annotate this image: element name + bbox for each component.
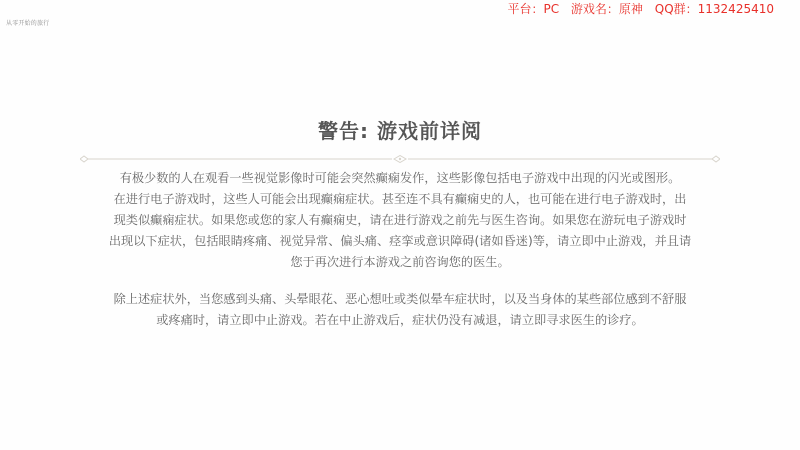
paragraph-line: 在进行电子游戏时，这些人可能会出现癫痫症状。甚至连不具有癫痫史的人，也可能在进行电子游戏时，出: [113, 192, 687, 206]
paragraph-line: 或疼痛时，请立即中止游戏。若在中止游戏后，症状仍没有减退，请立即寻求医生的诊疗。: [156, 313, 644, 327]
paragraph-line: 有极少数的人在观看一些视觉影像时可能会突然癫痫发作，这些影像包括电子游戏中出现的闪光或图形。: [119, 171, 681, 185]
qq-group-label: QQ群：1132425410: [654, 2, 774, 16]
warning-paragraph-2: [0, 289, 800, 331]
stream-corner-tag: 从零开始的旅行: [6, 20, 50, 27]
warning-title: 警告: 游戏前详阅: [318, 119, 482, 143]
stream-info-overlay: [507, 2, 774, 16]
paragraph-line: 除上述症状外，当您感到头痛、头晕眼花、恶心想吐或类似晕车症状时，以及当身体的某些部位感到不舒服: [113, 292, 687, 306]
paragraph-line: 您于再次进行本游戏之前咨询您的医生。: [290, 255, 510, 269]
game-name-label: 游戏名：原神: [570, 2, 643, 16]
paragraph-line: 现类似癫痫症状。如果您或您的家人有癫痫史，请在进行游戏之前先与医生咨询。如果您在游玩电子游戏时: [113, 213, 687, 227]
platform-label: 平台：PC: [507, 2, 560, 16]
paragraph-line: 出现以下症状，包括眼睛疼痛、视觉异常、偏头痛、痉挛或意识障碍(诸如昏迷)等，请立即中止游戏，并且请: [108, 234, 692, 248]
warning-paragraph-1: [0, 168, 800, 273]
divider-ornament-icon: [80, 155, 720, 163]
ornamental-divider: [80, 155, 720, 163]
